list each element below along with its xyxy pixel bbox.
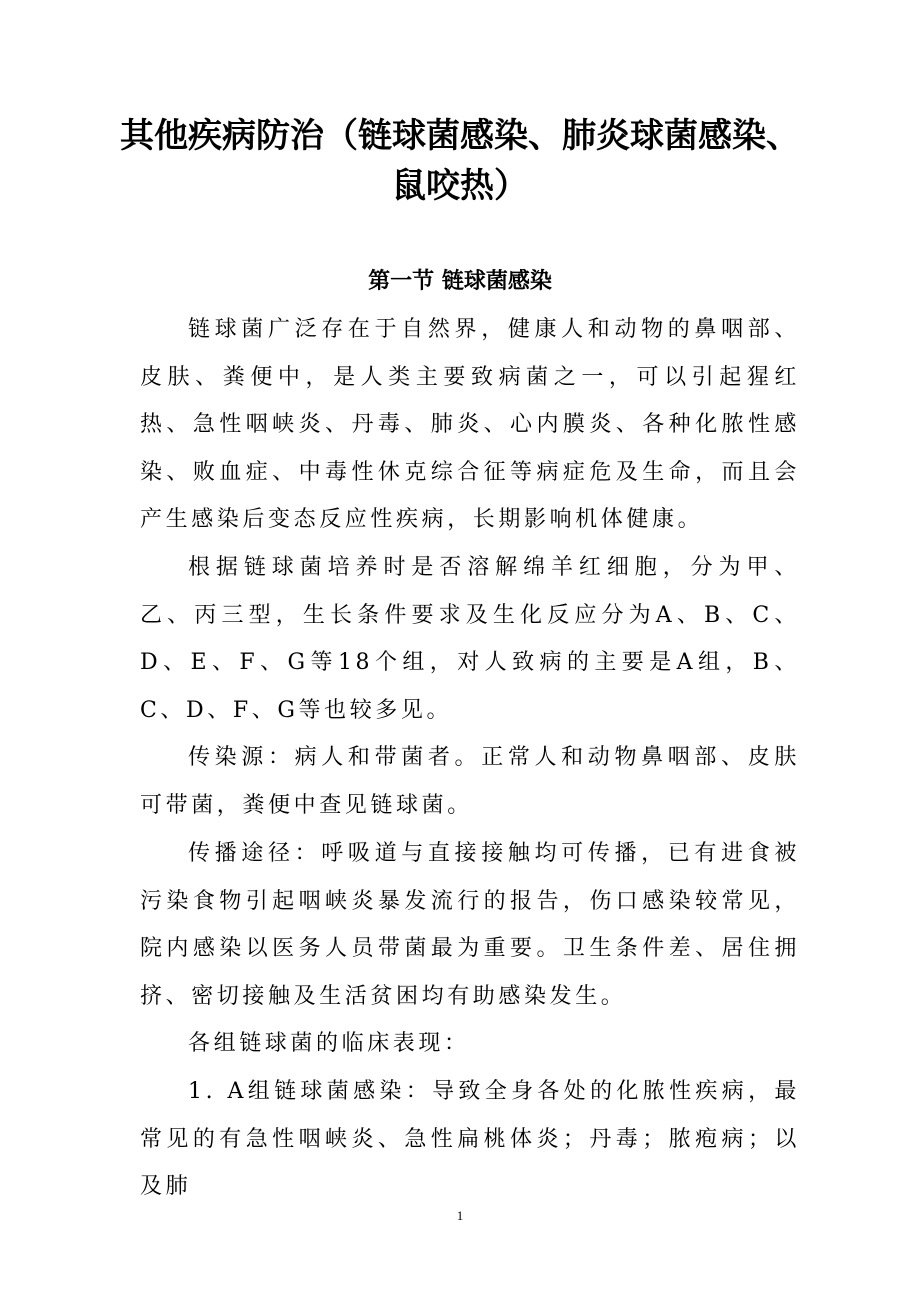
- document-title-line-2: 鼠咬热）: [392, 166, 528, 206]
- page-number: 1: [456, 1208, 464, 1223]
- paragraph-overview: 链球菌广泛存在于自然界，健康人和动物的鼻咽部、皮肤、粪便中，是人类主要致病菌之一，可以引起猩红热、急性咽峡炎、丹毒、肺炎、心内膜炎、各种化脓性感染、败血症、中毒性休克综合征等病症危及生命，而且会产生感染后变态反应性疾病，长期影响机体健康。: [140, 317, 800, 532]
- section-heading: 第一节 链球菌感染: [368, 269, 552, 294]
- paragraph-group-a-infection: 1. A组链球菌感染：导致全身各处的化脓性疾病，最常见的有急性咽峡炎、急性扁桃体炎；丹毒；脓疱病；以及肺: [140, 1079, 800, 1199]
- paragraph-classification: 根据链球菌培养时是否溶解绵羊红细胞，分为甲、乙、丙三型，生长条件要求及生化反应分为A、B、C、D、E、F、G等18个组，对人致病的主要是A组，B、C、D、F、G等也较多见。: [140, 555, 800, 723]
- paragraph-transmission-route: 传播途径：呼吸道与直接接触均可传播，已有进食被污染食物引起咽峡炎暴发流行的报告，伤口感染较常见，院内感染以医务人员带菌最为重要。卫生条件差、居住拥挤、密切接触及生活贫困均有助感染发生。: [140, 841, 800, 1009]
- paragraph-infection-source: 传染源：病人和带菌者。正常人和动物鼻咽部、皮肤可带菌，粪便中查见链球菌。: [140, 745, 800, 818]
- document-title-line-1: 其他疾病防治（链球菌感染、肺炎球菌感染、: [120, 116, 800, 156]
- paragraph-clinical-intro: 各组链球菌的临床表现：: [188, 1031, 470, 1056]
